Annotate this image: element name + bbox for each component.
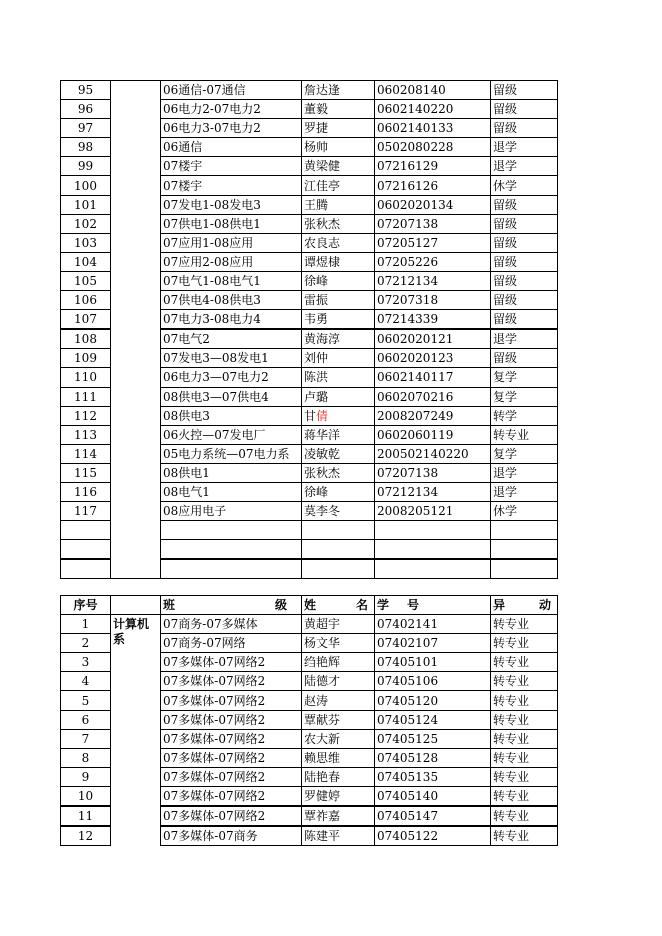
student-id-cell: 07207318 xyxy=(375,291,491,310)
name-cell xyxy=(302,310,375,330)
name-cell xyxy=(302,138,375,157)
name-text: 黄梁健 xyxy=(304,159,341,174)
row-number: 106 xyxy=(61,291,111,310)
row-number: 109 xyxy=(61,349,111,368)
row-number: 11 xyxy=(61,806,111,826)
student-id-cell: 0602140220 xyxy=(375,100,491,119)
student-id-cell: 07405101 xyxy=(375,653,491,672)
name-cell xyxy=(302,482,375,501)
header-no: 序号 xyxy=(61,596,111,615)
student-id-cell: 07207138 xyxy=(375,214,491,233)
name-text: 董毅 xyxy=(304,102,329,117)
row-number: 103 xyxy=(61,233,111,252)
name-text: 谭煜棣 xyxy=(304,254,341,269)
student-id-cell xyxy=(375,540,491,560)
status-cell xyxy=(491,521,558,540)
class-cell: 07商务-07多媒体 xyxy=(161,615,302,634)
name-text: 张秋杰 xyxy=(304,465,341,480)
name-cell xyxy=(302,214,375,233)
row-number xyxy=(61,540,111,560)
student-id-cell: 200502140220 xyxy=(375,444,491,463)
name-cell xyxy=(302,271,375,290)
name-text: 王腾 xyxy=(304,197,329,212)
class-cell: 07发电1-08发电3 xyxy=(161,195,302,214)
class-cell: 06电力3-07电力2 xyxy=(161,119,302,138)
student-id-cell: 0602020121 xyxy=(375,329,491,349)
row-number: 107 xyxy=(61,310,111,330)
name-cell xyxy=(302,502,375,521)
status-cell: 退学 xyxy=(491,482,558,501)
student-id-cell: 07205127 xyxy=(375,233,491,252)
name-text: 刘仲 xyxy=(304,351,329,366)
status-cell xyxy=(491,540,558,560)
row-number: 3 xyxy=(61,653,111,672)
name-cell: 赖思维 xyxy=(302,748,375,767)
class-cell xyxy=(161,521,302,540)
status-cell: 转专业 xyxy=(491,806,558,826)
student-id-cell: 07405124 xyxy=(375,710,491,729)
row-number: 2 xyxy=(61,634,111,653)
header-name-b: 名 xyxy=(355,598,368,613)
class-cell: 08电气1 xyxy=(161,482,302,501)
name-cell: 陆艳春 xyxy=(302,767,375,786)
name-text: 蒋华洋 xyxy=(304,427,341,442)
class-cell: 06通信-07通信 xyxy=(161,81,302,100)
class-cell: 07供电4-08供电3 xyxy=(161,291,302,310)
header-status-a: 异 xyxy=(493,598,506,613)
class-cell: 07电力3-08电力4 xyxy=(161,310,302,330)
name-cell: 黄超宇 xyxy=(302,615,375,634)
row-number: 108 xyxy=(61,329,111,349)
header-status xyxy=(491,596,558,615)
row-number: 8 xyxy=(61,748,111,767)
header-name xyxy=(302,596,375,615)
name-cell xyxy=(302,157,375,176)
name-cell xyxy=(302,425,375,444)
row-number: 1 xyxy=(61,615,111,634)
status-cell: 留级 xyxy=(491,271,558,290)
name-cell xyxy=(302,540,375,560)
status-cell: 复学 xyxy=(491,368,558,387)
status-cell: 留级 xyxy=(491,291,558,310)
row-number: 102 xyxy=(61,214,111,233)
class-cell: 07楼宇 xyxy=(161,176,302,195)
student-id-cell: 0602140133 xyxy=(375,119,491,138)
header-row xyxy=(61,596,558,615)
row-number: 95 xyxy=(61,81,111,100)
name-cell xyxy=(302,252,375,271)
student-id-cell: 07216129 xyxy=(375,157,491,176)
class-cell: 07多媒体-07网络2 xyxy=(161,806,302,826)
name-cell xyxy=(302,349,375,368)
status-cell: 休学 xyxy=(491,176,558,195)
name-text: 杨帅 xyxy=(304,140,329,155)
class-cell: 06电力2-07电力2 xyxy=(161,100,302,119)
name-text: 卢璐 xyxy=(304,389,329,404)
row-number xyxy=(61,559,111,579)
class-cell: 07应用1-08应用 xyxy=(161,233,302,252)
class-cell: 08应用电子 xyxy=(161,502,302,521)
class-cell xyxy=(161,540,302,560)
status-cell: 留级 xyxy=(491,81,558,100)
name-cell xyxy=(302,559,375,579)
student-id-cell xyxy=(375,559,491,579)
status-cell: 留级 xyxy=(491,119,558,138)
name-cell xyxy=(302,444,375,463)
row-number: 5 xyxy=(61,691,111,710)
table-row xyxy=(61,81,558,100)
name-text: 罗捷 xyxy=(304,121,329,136)
status-cell: 复学 xyxy=(491,444,558,463)
status-cell: 退学 xyxy=(491,329,558,349)
class-cell: 07多媒体-07网络2 xyxy=(161,786,302,806)
status-cell: 留级 xyxy=(491,233,558,252)
name-cell: 覃祚嘉 xyxy=(302,806,375,826)
student-id-cell: 07405106 xyxy=(375,672,491,691)
class-cell: 06通信 xyxy=(161,138,302,157)
status-cell: 转专业 xyxy=(491,710,558,729)
name-text: 张秋杰 xyxy=(304,216,341,231)
name-cell: 覃献芬 xyxy=(302,710,375,729)
name-text: 徐峰 xyxy=(304,485,329,500)
student-id-cell: 07212134 xyxy=(375,271,491,290)
name-cell xyxy=(302,368,375,387)
row-number: 4 xyxy=(61,672,111,691)
student-id-cell: 07405135 xyxy=(375,767,491,786)
student-id-cell: 0602060119 xyxy=(375,425,491,444)
class-cell: 08供电3 xyxy=(161,406,302,425)
header-status-b: 动 xyxy=(538,598,551,613)
student-id-cell: 0502080228 xyxy=(375,138,491,157)
name-cell xyxy=(302,463,375,482)
table-row xyxy=(61,615,558,634)
name-text-highlighted: 倩 xyxy=(316,408,329,423)
student-id-cell xyxy=(375,521,491,540)
name-text: 雷振 xyxy=(304,293,329,308)
name-cell: 罗健婷 xyxy=(302,786,375,806)
student-id-cell: 0602020123 xyxy=(375,349,491,368)
name-text: 韦勇 xyxy=(304,312,329,327)
row-number: 9 xyxy=(61,767,111,786)
row-number: 116 xyxy=(61,482,111,501)
status-cell: 留级 xyxy=(491,100,558,119)
student-id-cell: 2008205121 xyxy=(375,502,491,521)
class-cell: 07多媒体-07网络2 xyxy=(161,691,302,710)
class-cell: 06火控—07发电厂 xyxy=(161,425,302,444)
class-cell: 07多媒体-07网络2 xyxy=(161,748,302,767)
student-id-cell: 07402107 xyxy=(375,634,491,653)
class-cell: 07供电1-08供电1 xyxy=(161,214,302,233)
name-cell xyxy=(302,387,375,406)
name-cell xyxy=(302,291,375,310)
row-number: 96 xyxy=(61,100,111,119)
status-cell: 退学 xyxy=(491,463,558,482)
name-cell: 绉艳辉 xyxy=(302,653,375,672)
status-cell: 留级 xyxy=(491,195,558,214)
status-cell: 退学 xyxy=(491,157,558,176)
student-id-cell: 07405125 xyxy=(375,729,491,748)
name-cell xyxy=(302,81,375,100)
row-number: 12 xyxy=(61,826,111,846)
row-number: 110 xyxy=(61,368,111,387)
row-number: 7 xyxy=(61,729,111,748)
row-number: 105 xyxy=(61,271,111,290)
student-id-cell: 07405140 xyxy=(375,786,491,806)
header-id xyxy=(375,596,491,615)
status-cell: 转专业 xyxy=(491,425,558,444)
name-cell: 陈建平 xyxy=(302,826,375,846)
name-text: 江佳亭 xyxy=(304,178,341,193)
name-text: 陈洪 xyxy=(304,370,329,385)
status-cell: 转专业 xyxy=(491,615,558,634)
status-cell: 休学 xyxy=(491,502,558,521)
student-id-cell: 0602070216 xyxy=(375,387,491,406)
row-number: 101 xyxy=(61,195,111,214)
row-number: 113 xyxy=(61,425,111,444)
row-number: 6 xyxy=(61,710,111,729)
name-text: 黄海淳 xyxy=(304,332,341,347)
student-id-cell: 07405120 xyxy=(375,691,491,710)
student-change-table-2 xyxy=(60,595,558,846)
class-cell: 07多媒体-07网络2 xyxy=(161,653,302,672)
header-class-b: 级 xyxy=(274,598,287,613)
header-id-b: 号 xyxy=(407,598,420,613)
status-cell: 转专业 xyxy=(491,729,558,748)
student-id-cell: 2008207249 xyxy=(375,406,491,425)
row-number: 115 xyxy=(61,463,111,482)
status-cell: 转专业 xyxy=(491,748,558,767)
class-cell: 08供电3—07供电4 xyxy=(161,387,302,406)
name-text: 凌敏乾 xyxy=(304,446,341,461)
status-cell: 转学 xyxy=(491,406,558,425)
student-id-cell: 07216126 xyxy=(375,176,491,195)
student-id-cell: 07212134 xyxy=(375,482,491,501)
student-id-cell: 07405122 xyxy=(375,826,491,846)
name-cell xyxy=(302,329,375,349)
class-cell: 07多媒体-07网络2 xyxy=(161,767,302,786)
header-dept xyxy=(111,596,161,615)
row-number: 98 xyxy=(61,138,111,157)
row-number: 111 xyxy=(61,387,111,406)
class-cell: 07电气1-08电气1 xyxy=(161,271,302,290)
name-text: 农良志 xyxy=(304,235,341,250)
status-cell xyxy=(491,559,558,579)
row-number xyxy=(61,521,111,540)
name-cell xyxy=(302,100,375,119)
class-cell: 07多媒体-07网络2 xyxy=(161,672,302,691)
class-cell: 06电力3—07电力2 xyxy=(161,368,302,387)
row-number: 112 xyxy=(61,406,111,425)
name-text: 甘 xyxy=(304,408,317,423)
name-cell xyxy=(302,233,375,252)
row-number: 117 xyxy=(61,502,111,521)
status-cell: 转专业 xyxy=(491,826,558,846)
class-cell: 07发电3—08发电1 xyxy=(161,349,302,368)
status-cell: 转专业 xyxy=(491,691,558,710)
name-cell xyxy=(302,119,375,138)
name-cell xyxy=(302,406,375,425)
row-number: 100 xyxy=(61,176,111,195)
name-cell xyxy=(302,521,375,540)
student-id-cell: 07402141 xyxy=(375,615,491,634)
row-number: 97 xyxy=(61,119,111,138)
status-cell: 留级 xyxy=(491,214,558,233)
header-class xyxy=(161,596,302,615)
status-cell: 转专业 xyxy=(491,653,558,672)
status-cell: 转专业 xyxy=(491,786,558,806)
student-id-cell: 0602020134 xyxy=(375,195,491,214)
header-class-a: 班 xyxy=(163,598,176,613)
name-text: 徐峰 xyxy=(304,273,329,288)
status-cell: 留级 xyxy=(491,310,558,330)
class-cell xyxy=(161,559,302,579)
name-text: 莫李冬 xyxy=(304,504,341,519)
status-cell: 留级 xyxy=(491,349,558,368)
class-cell: 07多媒体-07网络2 xyxy=(161,710,302,729)
class-cell: 07应用2-08应用 xyxy=(161,252,302,271)
class-cell: 07多媒体-07网络2 xyxy=(161,729,302,748)
name-cell: 赵涛 xyxy=(302,691,375,710)
header-name-a: 姓 xyxy=(304,598,317,613)
student-id-cell: 060208140 xyxy=(375,81,491,100)
student-id-cell: 0602140117 xyxy=(375,368,491,387)
status-cell: 转专业 xyxy=(491,672,558,691)
student-id-cell: 07207138 xyxy=(375,463,491,482)
row-number: 104 xyxy=(61,252,111,271)
status-cell: 转专业 xyxy=(491,767,558,786)
student-id-cell: 07214339 xyxy=(375,310,491,330)
header-id-a: 学 xyxy=(377,598,390,613)
department-cell: 计算机系 xyxy=(111,615,161,846)
status-cell: 留级 xyxy=(491,252,558,271)
student-change-table-1 xyxy=(60,80,558,579)
name-cell xyxy=(302,176,375,195)
student-id-cell: 07205226 xyxy=(375,252,491,271)
status-cell: 复学 xyxy=(491,387,558,406)
student-id-cell: 07405147 xyxy=(375,806,491,826)
class-cell: 07楼宇 xyxy=(161,157,302,176)
status-cell: 退学 xyxy=(491,138,558,157)
name-cell: 陆德才 xyxy=(302,672,375,691)
department-cell xyxy=(111,81,161,579)
row-number: 10 xyxy=(61,786,111,806)
status-cell: 转专业 xyxy=(491,634,558,653)
class-cell: 08供电1 xyxy=(161,463,302,482)
name-cell: 农大新 xyxy=(302,729,375,748)
class-cell: 07多媒体-07商务 xyxy=(161,826,302,846)
name-cell xyxy=(302,195,375,214)
name-cell: 杨文华 xyxy=(302,634,375,653)
row-number: 114 xyxy=(61,444,111,463)
student-id-cell: 07405128 xyxy=(375,748,491,767)
class-cell: 07商务-07网络 xyxy=(161,634,302,653)
name-text: 詹达逢 xyxy=(304,83,341,98)
class-cell: 07电气2 xyxy=(161,329,302,349)
class-cell: 05电力系统—07电力系 xyxy=(161,444,302,463)
row-number: 99 xyxy=(61,157,111,176)
